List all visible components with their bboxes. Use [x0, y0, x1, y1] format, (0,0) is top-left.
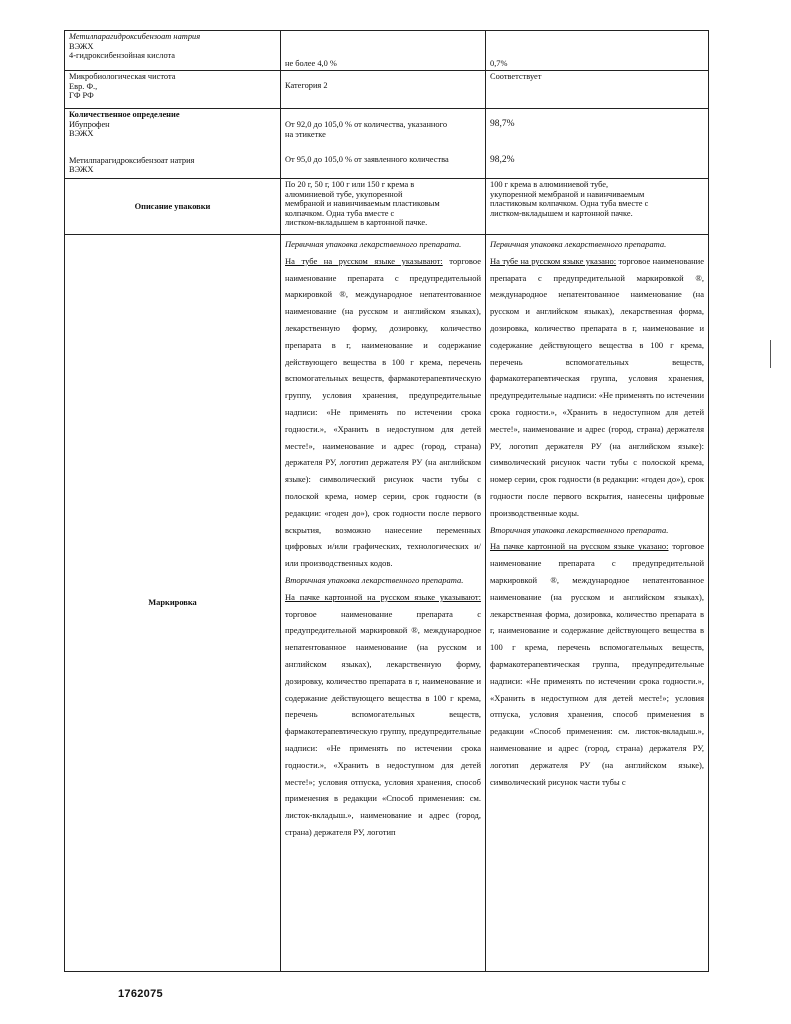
test-method: ВЭЖХ — [69, 165, 94, 175]
primary-pack-heading: Первичная упаковка лекарственного препарата. — [490, 239, 667, 249]
primary-pack-text: На тубе на русском языке указывают: торговое наименование препарата с предупредительной маркировкой ®, международное непатентованное наименование (на русском и английском языках), лекарственную форму, дозировку, количество препарата в г, наименование и содержание действующего вещества в 100 г крема, перечень вспомогательных веществ, фармакотерапевтическую группу, условия хранения, предупредительные надписи: «Не применять по истечении срока годности.», «Хранить в недоступном для детей месте!», наименование и адрес (город, страна) держателя РУ, логотип держателя РУ (на английском языке): символический рисунок части тубы с полоской крема, номер серии, срок годности (в редакции: «годен до»), срок годности после первого вскрытия, возможно нанесение переменных цифровых и/или графических, технологических и/или производственных кодов. — [285, 255, 481, 569]
cell-spec-micro — [281, 71, 486, 109]
cell-test-assay — [65, 109, 281, 179]
cell-test-methylparaben — [65, 31, 281, 71]
secondary-pack-heading: Вторичная упаковка лекарственного препарата. — [490, 524, 669, 535]
test-method: ГФ РФ — [69, 91, 94, 101]
cell-spec-assay — [281, 109, 486, 179]
secondary-pack-text: На пачке картонной на русском языке указано: торговое наименование препарата с предупредительной маркировкой ®, международное непатентованное наименование (на русском и английском языках), лекарственная форма, дозировка, количество препарата в г, наименование и содержание действующего вещества в 100 г крема, перечень вспомогательных веществ, фармакотерапевтическая группа, предупредительные надписи: «Не применять по истечении срока годности.», «Хранить в недоступном для детей месте!»; условия отпуска, условия хранения, способ применения в редакции «Способ применения: см. листок-вкладыш.», наименование и адрес (город, страна) держателя РУ, логотип держателя РУ (на английском языке), символический рисунок части тубы с — [490, 541, 704, 787]
test-method: ВЭЖХ — [69, 41, 94, 51]
spec-value: От 92,0 до 105,0 % от количества, указанного — [285, 120, 448, 129]
cell-result-marking — [486, 235, 709, 972]
cell-label-marking — [65, 235, 281, 972]
test-name: Метилпарагидроксибензоат натрия — [69, 155, 195, 165]
result-value: 98,7% — [490, 119, 515, 129]
packaging-line: По 20 г, 50 г, 100 г или 150 г крема в — [285, 180, 415, 189]
spec-value: От 95,0 до 105,0 % от заявленного количества — [285, 155, 449, 165]
packaging-line: 100 г крема в алюминиевой тубе, — [490, 180, 609, 189]
row-label: Маркировка — [148, 598, 197, 608]
test-method: ВЭЖХ — [69, 129, 94, 139]
specification-table — [64, 30, 709, 972]
spec-value: не более 4,0 % — [285, 59, 337, 69]
section-title: Количественное определение — [69, 110, 180, 119]
secondary-pack-heading: Вторичная упаковка лекарственного препарата. — [285, 574, 464, 585]
cell-result-assay — [486, 109, 709, 179]
result-value: 0,7% — [490, 59, 508, 69]
primary-pack-heading: Первичная упаковка лекарственного препарата. — [285, 239, 462, 249]
packaging-line: пластиковым колпачком. Одна туба вместе с — [490, 199, 649, 209]
row-label: Описание упаковки — [134, 201, 211, 211]
cell-spec-packaging — [281, 179, 486, 235]
table-row-marking — [65, 235, 709, 972]
spec-value: Категория 2 — [285, 81, 328, 90]
result-value: 98,2% — [490, 154, 515, 165]
packaging-line: колпачком. Одна туба вместе с — [285, 208, 395, 218]
table-row-assay — [65, 109, 709, 179]
cell-result-methylparaben — [486, 31, 709, 71]
cell-test-micro — [65, 71, 281, 109]
test-name: Метилпарагидроксибензоат натрия — [69, 32, 201, 41]
scan-margin-mark — [770, 340, 771, 368]
test-name: Ибупрофен — [69, 119, 110, 129]
cell-spec-methylparaben — [281, 31, 486, 71]
cell-result-micro — [486, 71, 709, 109]
packaging-line: листком-вкладышем в картонной пачке. — [285, 218, 428, 228]
secondary-pack-text: На пачке картонной на русском языке указывают: торговое наименование препарата с предупредительной маркировкой ®, международное непатентованное наименование (на русском и английском языках), лекарственную форму, дозировку, количество препарата в г, наименование и содержание действующего вещества в 100 г крема, перечень вспомогательных веществ, фармакотерапевтическую группу, предупредительные надписи: «Не применять по истечении срока годности.», «Хранить в недоступном для детей месте!»; условия отпуска, условия хранения, способ применения в редакции «Способ применения: см. листок-вкладыш.», наименование и адрес (город, страна) держателя РУ, логотип — [285, 591, 481, 837]
table-row-packaging — [65, 179, 709, 235]
packaging-line: мембраной и навинчиваемым пластиковым — [285, 199, 440, 209]
packaging-line: листком-вкладышем и картонной пачке. — [490, 208, 633, 218]
cell-result-packaging — [486, 179, 709, 235]
packaging-line: алюминиевой тубе, укупоренной — [285, 189, 403, 199]
impurity-name: 4-гидроксибензойная кислота — [69, 51, 176, 61]
test-name: Микробиологическая чистота — [69, 72, 176, 81]
table-row-methylparaben-impurity — [65, 31, 709, 71]
document-number: 1762075 — [118, 988, 163, 1000]
table-row-micro — [65, 71, 709, 109]
packaging-line: укупоренной мембраной и навинчиваемым — [490, 189, 645, 199]
test-method: Евр. Ф., — [69, 81, 98, 91]
primary-pack-text: На тубе на русском языке указано: торговое наименование препарата с предупредительной маркировкой ®, международное непатентованное наименование (на русском и английском языках), лекарственная форма, дозировка, количество препарата в г, наименование и содержание действующего вещества в 100 г крема, перечень вспомогательных веществ, фармакотерапевтическая группа, условия хранения, предупредительные надписи: «Не применять по истечении срока годности.», «Хранить в недоступном для детей месте!», наименование и адрес (город, страна) держателя РУ, логотип держателя РУ (на английском языке): символический рисунок части тубы с полоской крема, номер серии, срок годности (в редакции: «годен до»), срок годности после первого вскрытия, нанесены цифровые производственные коды. — [490, 255, 705, 518]
result-value: Соответствует — [490, 72, 542, 81]
spec-value: на этикетке — [285, 129, 326, 139]
cell-label-packaging — [65, 179, 281, 235]
cell-spec-marking — [281, 235, 486, 972]
